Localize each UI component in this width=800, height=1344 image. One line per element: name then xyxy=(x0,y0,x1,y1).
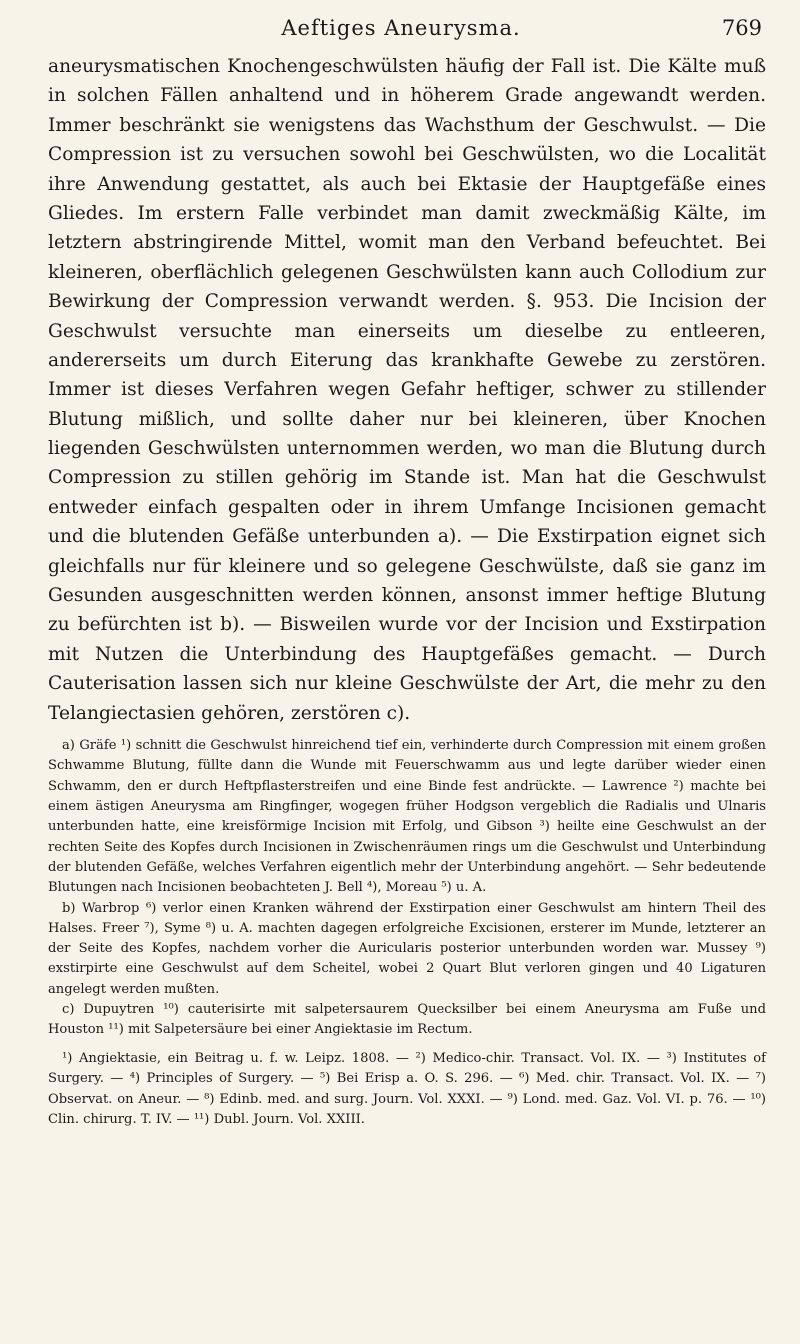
page-number: 769 xyxy=(721,16,762,40)
footnote-a: a) Gräfe ¹) schnitt die Geschwulst hinreichend tief ein, verhinderte durch Compression mit einem großen Schwamme Blutung, füllte dann die Wunde mit Feuerschwamm aus und legte darüber wieder einen Schwamm, den er durch Heftpflasterstreifen und eine Binde fest andrückte. — Lawrence ²) machte bei einem ästigen Aneurysma am Ringfinger, wogegen früher Hodgson vergeblich die Radialis und Ulnaris unterbunden hatte, eine kreisförmige Incision mit Erfolg, und Gibson ³) heilte eine Geschwulst an der rechten Seite des Kopfes durch Incisionen in Zwischenräumen rings um die Geschwulst und Unterbindung der blutenden Gefäße, welches Verfahren eigentlich mehr der Unterbindung angehört. — Sehr bedeutende Blutungen nach Incisionen beobachteten J. Bell ⁴), Moreau ⁵) u. A. xyxy=(48,738,766,896)
main-text xyxy=(48,52,766,728)
main-paragraph: aneurysmatischen Knochengeschwülsten häufig der Fall ist. Die Kälte muß in solchen Fällen anhaltend und in höherem Grade angewandt werden. Immer beschränkt sie wenigstens das Wachsthum der Geschwulst. — Die Compression ist zu versuchen sowohl bei Geschwülsten, wo die Localität ihre Anwendung gestattet, als auch bei Ektasie der Hauptgefäße eines Gliedes. Im erstern Falle verbindet man damit zweckmäßig Kälte, im letztern abstringirende Mittel, womit man den Verband befeuchtet. Bei kleineren, oberflächlich gelegenen Geschwülsten kann auch Collodium zur Bewirkung der Compression verwandt werden. §. 953. Die Incision der Geschwulst versuchte man einerseits um dieselbe zu entleeren, andererseits um durch Eiterung das krankhafte Gewebe zu zerstören. Immer ist dieses Verfahren wegen Gefahr heftiger, schwer zu stillender Blutung mißlich, und sollte daher nur bei kleineren, über Knochen liegenden Geschwülsten unternommen werden, wo man die Blutung durch Compression zu stillen gehörig im Stande ist. Man hat die Geschwulst entweder einfach gespalten oder in ihrem Umfange Incisionen gemacht und die blutenden Gefäße unterbunden a). — Die Exstirpation eignet sich gleichfalls nur für kleinere und so gelegene Geschwülste, daß sie ganz im Gesunden ausgeschnitten werden können, ansonst immer heftige Blutung zu befürchten ist b). — Bisweilen wurde vor der Incision und Exstirpation mit Nutzen die Unterbindung des Hauptgefäßes gemacht. — Durch Cauterisation lassen sich nur kleine Geschwülste der Art, die mehr zu den Telangiectasien gehören, zerstören c). xyxy=(48,56,766,724)
footnote-c: c) Dupuytren ¹⁰) cauterisirte mit salpetersaurem Quecksilber bei einem Aneurysma am Fuße und Houston ¹¹) mit Salpetersäure bei einer Angiektasie im Rectum. xyxy=(48,1002,766,1038)
footnote-b: b) Warbrop ⁶) verlor einen Kranken während der Exstirpation einer Geschwulst am hintern Theil des Halses. Freer ⁷), Syme ⁸) u. A. machten dagegen erfolgreiche Excisionen, ersterer im Munde, letzterer an der Seite des Kopfes, nachdem vorher die Auricularis posterior unterbunden worden war. Mussey ⁹) exstirpirte eine Geschwulst auf dem Scheitel, wobei 2 Quart Blut verloren gingen und 40 Ligaturen angelegt werden mußten. xyxy=(48,900,766,997)
page-header xyxy=(40,16,762,46)
reference-list: ¹) Angiektasie, ein Beitrag u. f. w. Leipz. 1808. — ²) Medico-chir. Transact. Vol. IX. — ³) Institutes of Surgery. — ⁴) Principles of Surgery. — ⁵) Bei Eriѕp a. O. S. 296. — ⁶) Med. chir. Transact. Vol. IX. — ⁷) Observat. on Aneur. — ⁸) Edinb. med. and surg. Journ. Vol. XXXI. — ⁹) Lond. med. Gaz. Vol. VI. p. 76. — ¹⁰) Clin. chirurg. T. IV. — ¹¹) Dubl. Journ. Vol. XXIII. xyxy=(48,1051,766,1127)
footnotes xyxy=(48,736,766,1041)
references xyxy=(48,1049,766,1130)
running-head: Aeftiges Aneurysma. xyxy=(281,16,521,40)
